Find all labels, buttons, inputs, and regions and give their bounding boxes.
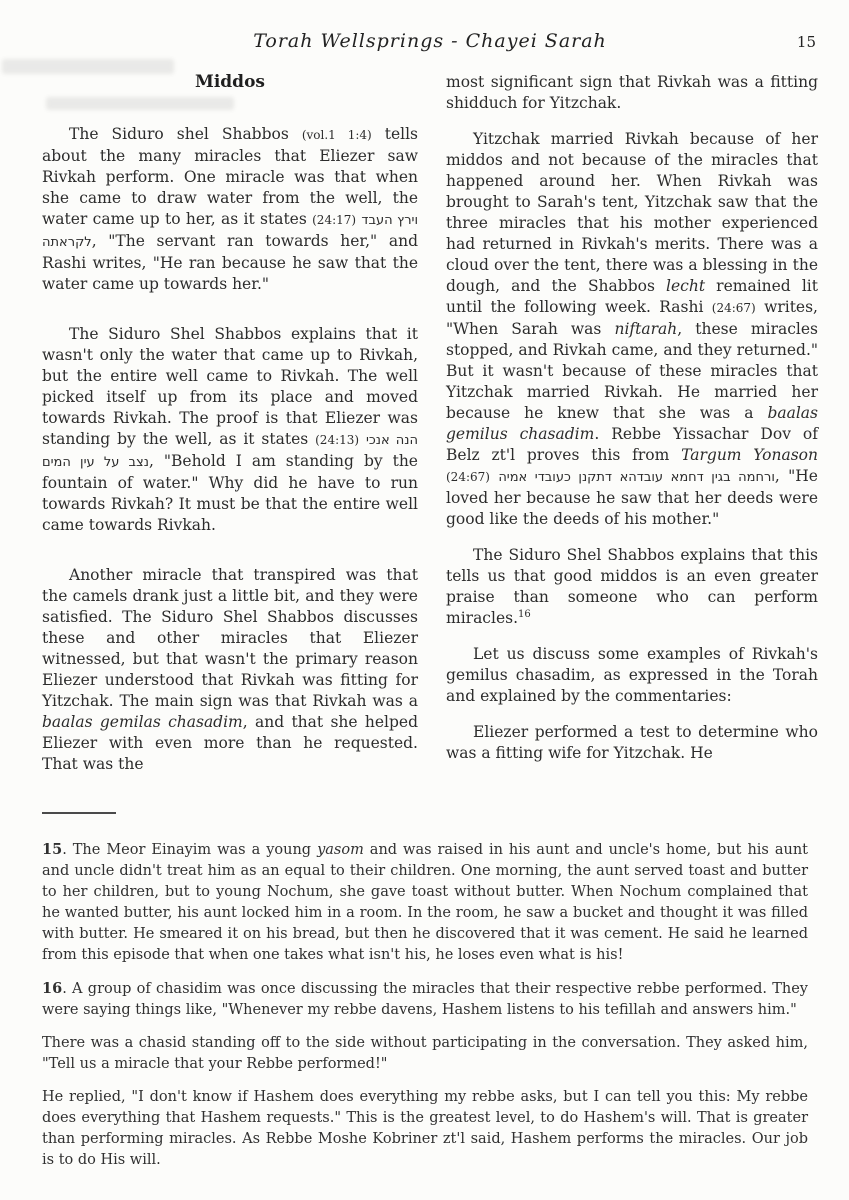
two-column-body [42, 72, 818, 775]
footnote-16-continued: There was a chasid standing off to the side without participating in the conversation. They asked him, "Tell us a miracle that your Rebbe performed!" [42, 1035, 808, 1072]
body-paragraph: The Siduro Shel Shabbos explains that this tells us that good middos is an even greater praise than someone who can perform miracles.$^{16}$ [446, 546, 818, 627]
footnote-divider [42, 812, 116, 814]
footnote-16-continued: He replied, "I don't know if Hashem does everything my rebbe asks, but I can tell you this: My rebbe does everything that Hashem requests." This is the greatest level, to do Hashem's will. That is greater than performing miracles. As Rebbe Moshe Kobriner zt'l said, Hashem performs the miracles. Our job is to do His will. [42, 1089, 808, 1168]
right-column [446, 72, 818, 775]
section-heading: Middos [195, 72, 265, 92]
page-title: Torah Wellsprings - Chayei Sarah [253, 30, 607, 52]
left-column [42, 72, 418, 775]
page-number: 15 [796, 33, 816, 51]
body-paragraph: Let us discuss some examples of Rivkah's gemilus chasadim, as expressed in the Torah and explained by the commentaries: [446, 645, 818, 705]
footnote-15: 15. The Meor Einayim was a young yasom and was raised in his aunt and uncle's home, but his aunt and uncle didn't treat him as an equal to their children. One morning, the aunt served toast and butter to her children, but to young Nochum, she gave toast without butter. When Nochum complained that he wanted butter, his aunt locked him in a room. In the room, he saw a bucket and thought it was filled with butter. He smeared it on his bread, but then he discovered that it was cement. He said he learned from this episode that when one takes what isn't his, he loses even what is his! [42, 841, 808, 963]
body-paragraph: Eliezer performed a test to determine who was a fitting wife for Yitzchak. He [446, 723, 818, 762]
body-paragraph: The Siduro shel Shabbos (vol.1 1:4) tells about the many miracles that Eliezer saw Rivkah perform. One miracle was that when she came to draw water from the well, the water came up to her, as it states (24:17) וירץ העבד לקראתה, "The servant ran towards her," and Rashi writes, "He ran because he saw that the water came up towards her." [42, 125, 418, 293]
body-paragraph: The Siduro Shel Shabbos explains that it wasn't only the water that came up to Rivkah, but the entire well came to Rivkah. The well picked itself up from its place and moved towards Rivkah. The proof is that Eliezer was standing by the well, as it states (24:13) הנה אנכי נצב על עין המים, "Behold I am standing by the fountain of water." Why did he have to run towards Rivkah? It must be that the entire well came towards Rivkah. [42, 325, 418, 534]
page-header [42, 30, 818, 56]
footnotes-section [42, 812, 808, 1183]
body-paragraph: most significant sign that Rivkah was a fitting shidduch for Yitzchak. [446, 73, 818, 112]
footnote-16: 16. A group of chasidim was once discussing the miracles that their respective rebbe performed. They were saying things like, "Whenever my rebbe davens, Hashem listens to his tefillah and answers him." [42, 980, 808, 1018]
body-paragraph: Another miracle that transpired was that the camels drank just a little bit, and they were satisfied. The Siduro Shel Shabbos discusses these and other miracles that Eliezer witnessed, but that wasn't the primary reason Eliezer understood that Rivkah was fitting for Yitzchak. The main sign was that Rivkah was a baalas gemilas chasadim, and that she helped Eliezer with even more than he requested. That was the [42, 566, 418, 773]
body-paragraph: Yitzchak married Rivkah because of her middos and not because of the miracles that happened around her. When Rivkah was brought to Sarah's tent, Yitzchak saw that the three miracles that his mother experienced had returned in Rivkah's merits. There was a cloud over the tent, there was a blessing in the dough, and the Shabbos lecht remained lit until the following week. Rashi (24:67) writes, "When Sarah was niftarah, these miracles stopped, and Rivkah came, and they returned." But it wasn't because of these miracles that Yitzchak married Rivkah. He married her because he knew that she was a baalas gemilus chasadim. Rebbe Yissachar Dov of Belz zt'l proves this from Targum Yonason (24:67) ורחמה בגין דחמא עובדהא דתקנן כעובדי אמיה, "He loved her because he saw that her deeds were good like the deeds of his mother." [446, 130, 818, 528]
